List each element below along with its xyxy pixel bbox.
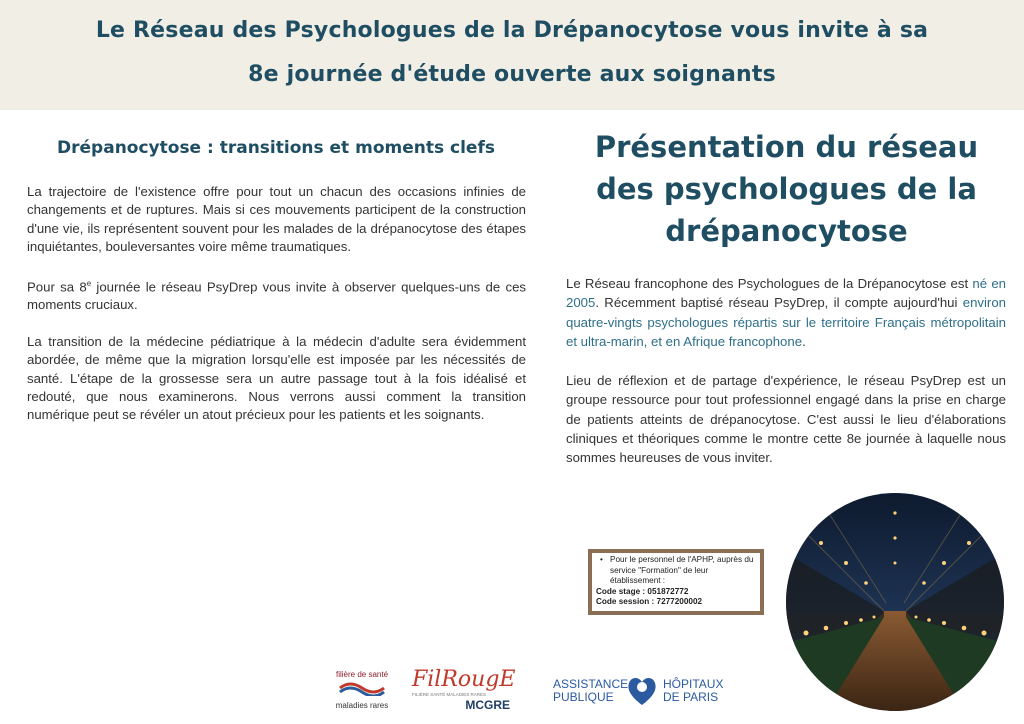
filrouge-logo [412,668,524,718]
right-column [566,274,1006,488]
right-paragraph-2: Lieu de réflexion et de partage d'expérience, le réseau PsyDrep est un groupe ressource pour tout professionnel engagé dans la prise en charge de patients atteints de drépanocytose. C'est aussi le lieu d'élaborations cliniques et théoriques comme le montre cette 8e journée à laquelle nous sommes heureuses de vous inviter. [566,373,1006,466]
filiere-logo-mark [338,680,386,696]
aphp-right-line-2: DE PARIS [663,690,719,704]
right-paragraph-1-b: . Récemment baptisé réseau PsyDrep, il compte aujourd'hui [595,295,963,311]
bridge-photo [786,493,1004,711]
filrouge-code: MCGRE [465,698,510,712]
filrouge-name: FilRougE [412,667,516,692]
filrouge-subtitle: FILIÈRE SANTÉ MALADIES RARES [412,692,487,697]
left-paragraph-2-end: journée le réseau PsyDrep vous invite à observer quelques-uns de ces moments cruciaux. [27,279,527,313]
aphp-logo [553,674,733,714]
aphp-right-line-1: HÔPITAUX [663,677,724,691]
info-bullet: • Pour le personnel de l'APHP, auprès du service "Formation" de leur établissement : [600,555,756,587]
right-paragraph-1-a: Le Réseau francophone des Psychologues de la Drépanocytose est [566,276,973,291]
bridge-illustration [786,493,1004,711]
left-paragraph-1: La trajectoire de l'existence offre pour tout un chacun des occasions infinies de changements et de ruptures. Mais si ces mouvements participent de la construction d'une vie, ils représentent souvent pour les malades de la drépanocytose des étapes inquiétantes, bouleversantes voire même traumatiques. [27,184,526,255]
registration-info-box [588,549,764,615]
header-line-2: 8e journée d'étude ouverte aux soignants [248,62,776,87]
right-paragraph-1 [566,274,1006,351]
header-line-1: Le Réseau des Psychologues de la Drépanocytose vous invite à sa [95,18,929,43]
members-highlight: environ quatre-vingts psychologues répartis sur le territoire Français métropolitain et ultra-marin, et en Afrique francophone [566,295,1006,349]
left-paragraph-2 [27,275,526,315]
aphp-left-line-2: PUBLIQUE [553,690,614,704]
left-paragraph-2-start: Pour sa 8 [27,279,87,295]
right-paragraph-1-c: . [802,333,806,349]
left-column [27,183,526,443]
code-session: Code session : 7277200002 [596,597,703,606]
header-banner [0,0,1024,110]
aphp-heart-icon [625,674,659,708]
founding-year-highlight: né en 2005 [566,276,1006,311]
filiere-logo-bottom-text: maladies rares [335,701,389,710]
left-section-title: Drépanocytose : transitions et moments clefs [57,138,495,158]
left-paragraph-3: La transition de la médecine pédiatrique à la médecin d'adulte sera évidemment abordée, de même que la migration lorsqu'elle est imposée par les nécessités de santé. L'étape de la grossesse sera un autre passage tout à la fois idéalisé et redouté, que nous examinerons. Nous verrons aussi comment la transition numérique peut se révéler un atout précieux pour les patients et les soignants. [27,333,526,423]
filiere-sante-logo [330,670,394,718]
right-section-title: Présentation du réseau des psychologues de la drépanocytose [594,130,979,248]
filiere-logo-top-text: filière de santé [335,670,389,679]
code-stage: Code stage : 051872772 [596,586,689,596]
ordinal-superscript: e [86,278,92,288]
aphp-left-line-1: ASSISTANCE [553,677,629,691]
